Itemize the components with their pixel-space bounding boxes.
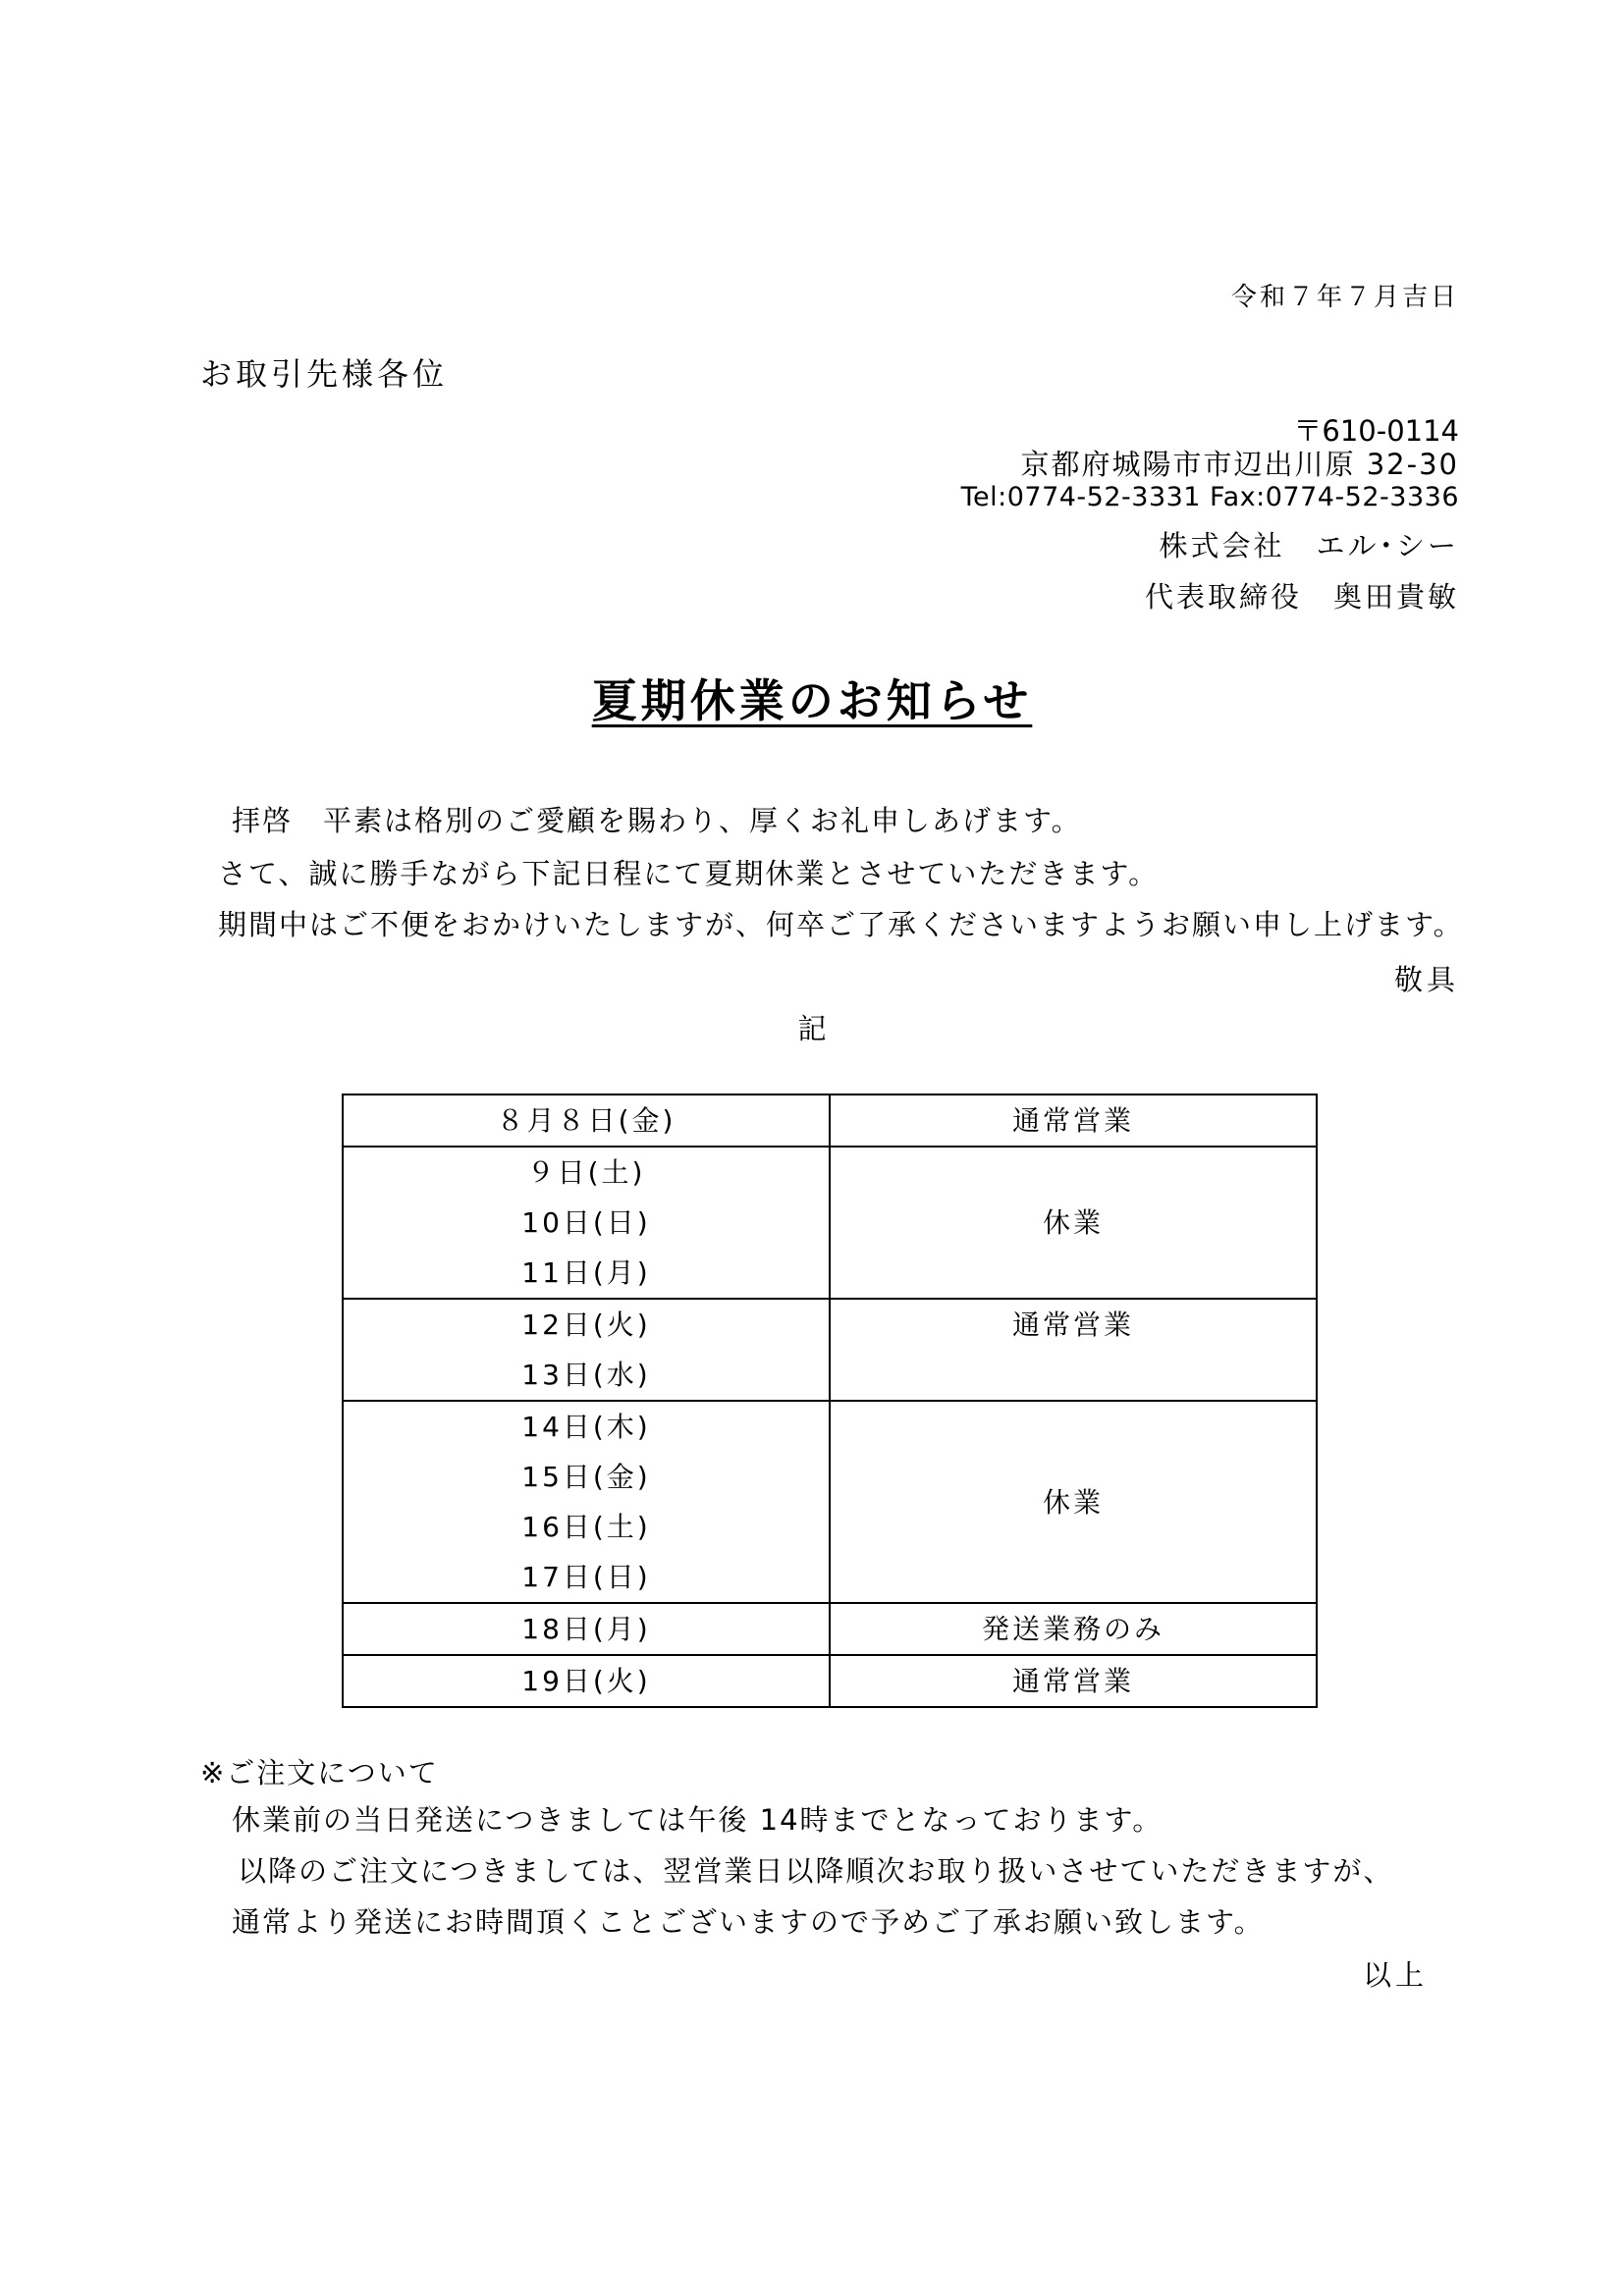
- date-text: 18日(月): [521, 1613, 651, 1645]
- date-text: 14日(木): [521, 1411, 651, 1443]
- date-text: 15日(金): [521, 1461, 651, 1493]
- date-text: 19日(火): [521, 1665, 651, 1697]
- status-cell: [830, 1401, 1317, 1603]
- table-row: [343, 1147, 1317, 1299]
- status-cell: [830, 1095, 1317, 1147]
- table-row: [343, 1095, 1317, 1147]
- status-text: 休業: [1042, 1485, 1104, 1519]
- status-text: 発送業務のみ: [981, 1613, 1164, 1645]
- document-title-text: 夏期休業のお知らせ: [591, 674, 1033, 727]
- schedule-table: [342, 1094, 1318, 1708]
- order-note-line-1: 休業前の当日発送につきましては午後 14時までとなっております。: [232, 1803, 1164, 1837]
- status-text: 休業: [1042, 1206, 1104, 1239]
- date-text: 16日(土): [521, 1511, 651, 1543]
- date-text: ９日(土): [526, 1156, 646, 1189]
- date-text: 17日(日): [521, 1561, 651, 1593]
- date-text: 12日(火): [521, 1308, 651, 1341]
- status-text: 通常営業: [1011, 1104, 1134, 1137]
- date-text: 11日(月): [521, 1256, 651, 1289]
- status-cell: [830, 1655, 1317, 1707]
- status-cell: [830, 1299, 1317, 1401]
- date-cell: [343, 1655, 830, 1707]
- closing-keigu: 敬具: [1393, 963, 1459, 996]
- date-text: 10日(日): [521, 1206, 651, 1239]
- document-title: [0, 666, 1624, 730]
- order-note-heading: ※ご注文について: [200, 1756, 439, 1789]
- company-name: 株式会社 エル･シー: [1159, 529, 1459, 562]
- table-row: [343, 1299, 1317, 1401]
- body-line-3: 期間中はご不便をおかけいたしますが、何卒ご了承くださいますようお願い申し上げます。: [218, 908, 1464, 941]
- sender-address: 京都府城陽市市辺出川原 32-30: [1020, 448, 1459, 481]
- issue-date: 令和７年７月吉日: [1230, 283, 1459, 312]
- date-text: 13日(水): [521, 1359, 651, 1391]
- body-line-2: さて、誠に勝手ながら下記日程にて夏期休業とさせていただきます。: [218, 857, 1160, 890]
- date-cell: [343, 1147, 830, 1299]
- addressee: お取引先様各位: [200, 355, 449, 393]
- sender-block: [961, 414, 1459, 614]
- status-text: 通常営業: [1011, 1308, 1134, 1341]
- date-cell: [343, 1603, 830, 1655]
- status-cell: [830, 1603, 1317, 1655]
- date-cell: [343, 1299, 830, 1401]
- tel-fax: Tel:0774-52-3331 Fax:0774-52-3336: [960, 482, 1459, 512]
- status-cell: [830, 1147, 1317, 1299]
- table-row: [343, 1655, 1317, 1707]
- date-cell: [343, 1095, 830, 1147]
- date-cell: [343, 1401, 830, 1603]
- order-note-line-2: 以降のご注文につきましては、翌営業日以降順次お取り扱いさせていただきますが、: [238, 1854, 1394, 1888]
- body-line-1: 拝啓 平素は格別のご愛顧を賜わり、厚くお礼申しあげます。: [232, 804, 1082, 837]
- closing-ijou: 以上: [1362, 1958, 1428, 1992]
- ki-heading: 記: [797, 1012, 827, 1045]
- date-text: ８月８日(金): [496, 1104, 677, 1137]
- status-text: 通常営業: [1011, 1665, 1134, 1697]
- table-row: [343, 1603, 1317, 1655]
- postal-code: 〒610-0114: [1293, 414, 1459, 448]
- table-row: [343, 1401, 1317, 1603]
- representative: 代表取締役 奥田貴敏: [1144, 580, 1459, 614]
- order-note-line-3: 通常より発送にお時間頂くことございますので予めご了承お願い致します。: [232, 1905, 1265, 1939]
